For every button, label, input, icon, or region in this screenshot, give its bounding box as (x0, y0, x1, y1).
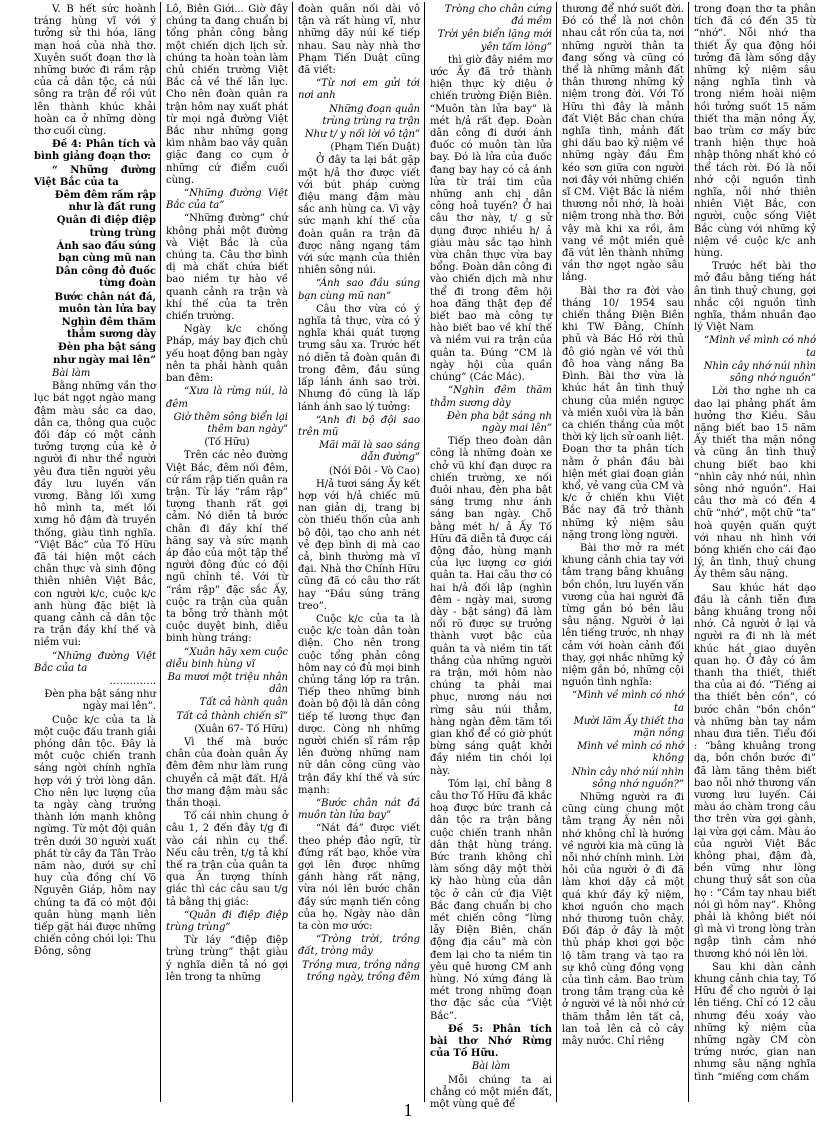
paragraph: thì giờ đây niềm mơ ước Ấy đã trở thành hiện thực kỳ diệu ở chiến trường Điện Biên. “Muôn tàn lửa bay” là mét h/ả rất đẹp. Đoàn dân công đi dưới ánh đuốc có muôn tàn lửa bay. Đó là lửa của đuốc đang bay hay có cả ánh lửa từ trái tim của những anh chị dân công hoả tuyến? Ở hai câu thơ này, t/ g sử dụng được nhiều h/ ả giàu màu sắc tạo hình vừa chân thực vừa bay bổng. Đoàn dân công đi vào chiến dịch mà như thể đi trong đêm hội hoa đăng thật đẹp để biết bao mà công tự hào biết bao về khí thế và niềm vui ra trận của quân ta. Đúng “CM là ngày hội của quần chúng” (Các Mác). (430, 54, 552, 384)
paragraph: V. B hết sức hoành tráng hùng vĩ với ý tưởng sử thi hóa, lãng mạn hoá của nhà thơ. Xuyên suốt đoạn thơ là những bước đi rầm rập của cả dân tộc, cả núi sông ra trận để rồi vút lên thành khúc khải hoàn ca ở những dòng thơ cuối cùng. (34, 4, 156, 138)
paragraph: “Xuân hãy xem cuộc diễu binh hùng vĩ (166, 646, 288, 670)
paragraph: Tiếp theo đoàn dân công là những đoàn xe chở vũ khí đạn dược ra chiến trường, xe nối đuôi nhau, đèn pha bật sáng trưng như ánh sáng ban ngày. Chỗ bằng mét h/ ả Ấy Tố Hữu đã diễn tả được cái động đảo, hùng mạnh của lực lượng cơ giới quân ta. Hai câu thơ có hai h/ả đối lập (nghìn đêm - ngày mai, sương dày - bật sáng) đã làm nổi rõ được sự trưởng thành vượt bậc của quân ta và niềm tin tất thắng của những người ra trận, mới hôm nào chúng ta phải mai phục, nương náu nơi rừng sâu núi thẳm, hàng ngàn đêm tăm tối gian khổ để có giờ phút bừng sáng quật khởi đầy niềm tin chói lọi này. (430, 436, 552, 777)
paragraph: Mười lăm Ấy thiết tha mặn nồng (573, 715, 684, 739)
paragraph: Những người ra đi cũng cùng chung một tâm trạng Ấy nên nỗi nhớ không chỉ là hướng về người kia mà cũng là nỗi nhớ chính mình. Lời hỏi của người ở đi đã làm khơi dậy cả một quá khứ đầy kỷ niệm, khơi nguồn cho mạch nhớ thương tuôn chảy. Đối đáp ở đây là một thủ pháp khơi gợi bộc lộ tâm trạng và tạo ra sự khô cùng đồng vọng của tình cảm. Bao trùm trong tâm trạng của kẻ ở người về là nỗi nhớ cứ thăm thẳm lên tất cả, lan toả lên cả cỏ cây mây nước. Chỉ riêng (562, 792, 684, 1048)
paragraph: Lời thơ nghe nh ca dao lại phảng phất âm hưởng thơ Kiều. Sâu nặng biết bao 15 năm Ấy thiết tha mặn nồng và cũng ân tình thuỷ chung biết bao khi “nhìn cây nhớ núi, nhìn sông nhớ nguồn”. Hai câu thơ mà có đến 4 chữ “nhớ”, một chữ “ta” hoà quyện quấn quýt với nhau nh hình với bóng khiến cho cái đạo lý, ân tình, thuỷ chung Ấy thêm sâu nặng. (694, 386, 816, 581)
paragraph: Sau khúc hát dạo đầu là cảnh tiễn đưa bâng khuâng trong nỗi nhớ. Cả người ở lại và người ra đi nh là mét khúc hát giao duyên quan họ. Ở đây có âm thanh tha thiết, thiết tha của ai đó. “Tiếng ai tha thiết bên cồn”, có bước chân “bồn chồn” và những bàn tay nắm nhau đưa tiễn. Tiểu đối : “bâng khuâng trong dạ, bồn chồn bước đi” đã làm tăng thêm biết bao nỗi nhớ thương vấn vương lưu luyến. Cái màu áo chàm trong câu thơ trên vừa gợi gành, lại vừa gợi cảm. Màu áo của người Việt Bắc không phai, đậm đà, bền vững như lòng chung thuỷ sắt son của họ : “Cầm tay nhau biết nói gì hôm nay”. Không phải là không biết nói gì mà vì trong lòng tràn ngập tình cảm nhớ thương khó nói lên lời. (694, 582, 816, 960)
paragraph: Tất cả hành quân (199, 697, 288, 709)
paragraph: “ Những đường Việt Bắc của ta (34, 164, 156, 188)
paragraph: Ánh sao đầu súng bạn cùng mũ nan (56, 240, 156, 265)
paragraph: Bằng những vần thơ lục bát ngọt ngào mang đậm màu sắc ca dao, dân ca, thông qua cuộc đối đáp có một cảnh tưởng tượng của kẻ ở người đi như thể người yêu đưa tiễn người yêu đầy lưu luyến vấn vương. Bằng lối xưng hô mình ta, mết lối xưng hô đậm đà truyền thống, giàu tình nghĩa. “Việt Bắc” của Tố Hữu đã tái hiện một cách chân thực và sinh động thiên nhiên Việt Bắc, con người k/c, cuộc k/c anh hùng đặc biệt là quang cảnh cả dân tộc ra trận đầy khí thế và niềm vui: (34, 381, 156, 649)
paragraph: (Phạm Tiến Duật) (330, 142, 420, 154)
paragraph: Ngày k/c chống Pháp, máy bay địch chủ yếu hoạt động ban ngày nên ta phải hành quân ban đêm: (166, 324, 288, 385)
paragraph: Trời yên biển lặng mới yên tấm lòng” (437, 29, 552, 53)
paragraph: Đèn pha bật sáng nh ngày mai lên” (446, 410, 552, 434)
paragraph: Nhìn cây nhớ núi nhìn sông nhớ nguồn?” (571, 766, 684, 790)
paragraph: Từ láy “điệp điệp trùng trùng” thật giàu ý nghĩa diễn tả nó gợi lên trong ta những (166, 935, 288, 983)
paragraph: thương để nhớ suốt đời. Đó có thể là nơi chôn nhau cắt rốn của ta, nơi những người thân ta đang sống và cũng có thể là những mảnh đất thân thương những kỷ niệm trong đời. Với Tố Hữu thì đây là mảnh đất Việt Bắc chan chứa nghĩa tình, mảnh đất ghi dấu bao kỷ niệm về những ngày đầu Ém kéo sơn giữa con người nơi đây với những chiến sĩ CM. Việt Bắc là niềm thương nỗi nhớ, là hoài niệm trong nhà thơ. Bởi vậy mà khi xa rồi, âm vang về một miền quê đã vút lên thành những vần thơ ngọt ngào sâu lắng. (562, 4, 684, 284)
paragraph: “Những đường Việt Bắc của ta (34, 650, 156, 674)
paragraph: Trên các nẻo đường Việt Bắc, đêm nối đêm, cứ rầm rập tiến quân ra trận. Từ láy “rầm rập” tượng thanh rất gợi cảm. Nó diễn tả bước chân đi đầy khí thế hăng say và sức mạnh áp đảo của một tập thể người đông đúc có đội ngũ chỉnh tề. Với từ “rầm rập” đặc sắc Ấy, cuộc ra trận của quân ta bỗng trở thành một cuộc duyệt binh, diễu binh hùng tráng: (166, 450, 288, 645)
paragraph: “Từ nơi em gửi tới nơi anh (298, 78, 420, 102)
paragraph: Trước hết bài thơ mở đầu bằng tiếng hát ân tình thuỷ chung, gợi nhắc cội nguồn tình nghĩa, thắm nhuần đạo lý Việt Nam (694, 261, 816, 334)
text-column-6 (694, 4, 816, 1096)
paragraph: Tóm lại, chỉ bằng 8 câu thơ Tố Hữu đã khắc hoạ được bức tranh cả dân tộc ra trận bằng cuộc chiến tranh nhân dân thật hùng tráng. Bức tranh không chỉ làm sống dậy một thời kỳ hào hùng của dân tộc ở cản cứ địa Việt Bắc đang chuẩn bị cho mét chiến công “lừng lẫy Điện Biên, chấn động địa cầu” mà còn đem lại cho ta niềm tin yêu quê hương CM anh hùng. Nó xứng đáng là mét trong những đoạn thơ đặc sắc của “Việt Bắc”. (430, 778, 552, 1022)
paragraph: trong đoạn thơ ta phân tích đã có đến 35 từ “nhớ”. Nỗi nhớ tha thiết Ấy qua động hồi tưởng đã làm sống dậy những kỷ niệm sâu nặng nghĩa tình và trong niềm hoài niệm hồi tưởng suốt 15 năm thiết tha mặn nồng Ấy, bao trùm cơ mấy bức tranh hiện thực hoà nhập thông nhất khó có thể tách rời. Đó là nỗi nhớ cội nguồn tình nghĩa, nỗi nhớ thiên nhiên Việt Bắc, con người, cuộc sống Việt Bắc cùng với những kỷ niệm về cuộc k/c anh hùng. (694, 4, 816, 260)
text-column-5 (562, 4, 684, 1096)
paragraph: Ba mươi một triệu nhân dân (167, 671, 288, 696)
paragraph: (Nói Đôi - Vò Cao) (328, 465, 420, 477)
paragraph: Giờ thêm sông biển lại thêm ban ngày” (173, 411, 288, 435)
paragraph: “Ánh sao đầu súng bạn cùng mũ nan” (298, 278, 420, 302)
paragraph: Tròng cho chân cứng đá mềm (444, 4, 552, 28)
paragraph: “Tròng trời, trồng đất, tròng mây (298, 934, 420, 958)
paragraph: Dân công đỏ đuốc từng đoàn (55, 266, 156, 290)
paragraph: Đèn pha bật sáng như ngày mai lên” (53, 342, 156, 366)
column-divider (424, 2, 425, 1102)
paragraph: Lô, Biên Giới... Giờ đây chúng ta đang chuẩn bị tổng phản công bằng một chiến dịch lịch sử. chúng ta hoàn toàn làm chủ chiến trường Việt Bắc cả về thế lẫn lực. Cho nên đoàn quân ra trận hôm nay xuất phát từ mọi ngả đường Việt Bắc như những gọng kìm nhằm bao vây quân giặc đang co cụm ở những cứ điểm cuối cùng. (166, 4, 288, 186)
paragraph: Nhìn cây nhớ núi nhìn sông nhớ nguồn” (703, 360, 816, 385)
paragraph: “Những đường Việt Bắc của ta” (166, 188, 288, 212)
text-column-2 (166, 4, 288, 1096)
paragraph: “Những đường” chứ không phải một đường và Việt Bắc là của chúng ta. Câu thơ bình dị mà chất chứa biết bao niềm tự hào về quanh cảnh ra trận và khí thế của ta trên chiến trường. (166, 213, 288, 323)
paragraph: (Xuân 67- Tố Hữu) (194, 723, 288, 735)
paragraph: Sau khi dàn cảnh khung cảnh chia tay, Tố Hữu để cho người ở lại lên tiếng. Chỉ có 12 câu nhưng đều xoáy vào những kỷ niệm của những ngày CM còn trứng nước, gian nan nhưng sâu nặng nghĩa tình “miếng cơm chấm (694, 961, 816, 1083)
paragraph: Đề 5: Phân tích bài thơ Nhớ Rừng của Tố Hữu. (430, 1023, 552, 1060)
paragraph: Vì thế mà bước chân của đoàn quân Ấy đêm đêm như làm rung chuyển cả mặt đất. H/ả thơ mang đậm màu sắc thần thoại. (166, 736, 288, 809)
paragraph: “Anh đi bộ đội sao trên mũ (298, 414, 420, 438)
paragraph: “Quân đi điệp điệp trùng trùng” (166, 909, 288, 934)
paragraph: Bài thơ mở ra mét khung cảnh chia tay với tâm trạng bâng khuâng bồn chồn, lưu luyến vấn vương của hai người đã từng gắn bó bền lâu sâu nặng. Người ở lại lên tiếng trước, nh nhạy cảm với hoàn cảnh đối thay, gợi nhắc những kỷ niệm gắn bó, những cội nguồn tình nghĩa: (562, 542, 684, 689)
paragraph: H/ả tươi sáng Ấy kết hợp với h/ả chiếc mũ nan giản dị, trang bị còn thiếu thốn của anh bộ đội, tạo cho anh nét vẻ đẹp bình dị mà cao cả, bình thường mà vĩ đại. Nhà thơ Chính Hữu cũng đã có câu thơ rất hay “Đầu súng trăng treo”. (298, 478, 420, 612)
column-divider (688, 2, 689, 1102)
column-divider (556, 2, 557, 1102)
paragraph: Quân đi điệp điệp trùng trùng (56, 215, 156, 239)
paragraph: Bài thơ ra đời vào tháng 10/ 1954 sau chiến thắng Điện Biên khi TW Đảng, Chính phủ và Bác Hồ rời thủ đô gió ngàn về với thủ đô hoa vàng nắng Ba Đình. Bài thơ vừa là khúc hát ân tình thuỷ chung của miền ngược và miền xuôi vừa là bản ca chiến thắng của một thời kỳ lịch sử oanh liệt. Đoạn thơ ta phân tích nằm ở phần đầu bài hiện mét giai đoạn giản khổ, vẻ vang của CM và k/c ở chiến khu Việt Bắc nay đã trở thành những kỷ niệm sâu nặng trong lòng người. (562, 285, 684, 541)
paragraph: Đêm đêm rầm rập như là đất rung (54, 190, 156, 214)
text-column-3 (298, 4, 420, 1096)
paragraph: Mình về mình có nhớ không (577, 741, 684, 765)
paragraph: đoàn quân nối dài vô tận và rất hùng vĩ, như những dãy núi kế tiếp nhau. Sau này nhà thơ Phạm Tiến Duật cũng đã viết: (298, 4, 420, 77)
paragraph: Bước chân nát đá, muôn tàn lửa bay (54, 291, 156, 315)
paragraph: Bài làm (52, 367, 91, 379)
paragraph: “Xưa là rừng núi, là đêm (166, 386, 288, 410)
text-column-4 (430, 4, 552, 1111)
paragraph: Những đoạn quân trùng trùng ra trận (322, 103, 420, 127)
page-number: 1 (403, 1100, 413, 1120)
paragraph: Như t/ y nối lời vô tận” (304, 129, 420, 141)
paragraph: Ở đây ta lại bắt gặp một h/ả thơ được viết với bút pháp cường điệu mang đậm màu sắc anh hùng ca. Vì vậy sức mạnh khí thế của đoàn quân ra trận đã được nâng ngang tầm với sức mạnh của thiên nhiên sông núi. (298, 155, 420, 277)
text-column-1 (34, 4, 156, 1096)
paragraph: Nghìn đêm thăm thẳm sương dày (61, 317, 156, 341)
column-divider (160, 2, 161, 1102)
paragraph: Cuộc k/c của ta là cuộc k/c toàn dân toàn diện. Cho nên trong cuộc tổng phản công hôm nay có đủ mọi binh chủng tầng lớp ra trận. Tiếp theo những binh đoàn bộ đội là dân công tiếp tế lương thực đạn dược. Còng nh những người chiến sĩ rầm rập lên đường những nam nữ dân công cũng vào trận đầy khí thế và sức mạnh: (298, 613, 420, 796)
paragraph: (Tố Hữu) (204, 437, 250, 449)
paragraph: “Mình về mình có nhớ ta (571, 690, 684, 714)
paragraph: “Nát đá” được viết theo phép đảo ngữ, từ đứng rất bạo, khỏe vừa gợi lên được những gánh hàng rất nặng, vừa nói lên bước chân đầy sức mạnh tiến công của họ. Ngày nào dân ta còn mơ ước: (298, 823, 420, 933)
column-divider (292, 2, 293, 1102)
paragraph: Câu thơ vừa có ý nghĩa tả thực, vừa có ý nghĩa khái quát tượng trưng sâu xa. Trước hết nó diễn tả đoàn quân đi trong đêm, đầu súng lấp lánh ánh sao trời. Nhưng đó cũng là lấp lánh ánh sao lý tưởng: (298, 303, 420, 413)
paragraph: Đèn pha bật sáng như ngày mai lên”. (44, 689, 156, 713)
paragraph: “Bước chân nát đá muôn tàn lửa bay” (298, 798, 420, 822)
paragraph: Tất cả thành chiến sĩ” (176, 710, 288, 722)
paragraph: “Nghìn đêm thăm thẳm sương dày (430, 385, 552, 409)
paragraph: Đề 4: Phân tích và bình giảng đoạn thơ: (34, 139, 156, 163)
paragraph: Trồng mưa, trồng nắng trồng ngày, trồng đêm (301, 959, 420, 983)
paragraph: Mỗi chúng ta ai chẳng có một miền đất, một vùng quê để (430, 1074, 552, 1111)
paragraph: Cuộc k/c của ta là một cuộc đấu tranh giải phóng dân tộc. Đây là một cuộc chiến tranh sáng ngời chính nghĩa hợp với ý trời lòng dân. Cho nên lực lượng của ta ngày càng trưởng thành lớn mạnh không ngừng. Từ một đội quân trên dưới 30 người xuất phát từ cây đa Tân Trào năm nào, dưới sự chỉ huy của đồng chí Võ Nguyên Giáp, hôm nay chúng ta đã có một đội quân hùng mạnh liên tiếp gặt hái được những chiến công chói lọi: Thu Đông, sông (34, 714, 156, 958)
paragraph: ………….. (109, 675, 156, 687)
paragraph: Mãi mãi là sao sáng dẫn đường” (319, 440, 420, 464)
paragraph: “Mình về mình có nhớ ta (703, 335, 816, 359)
paragraph: Tố cái nhìn chung ở câu 1, 2 đến đây t/g đi vào cái nhìn cụ thể. Nếu câu trên, t/g tả khí thế ra trận của quân ta qua Ấn tượng thính giác thì các câu sau t/g tả bằng thị giác: (166, 811, 288, 908)
paragraph: Bài làm (471, 1061, 511, 1073)
